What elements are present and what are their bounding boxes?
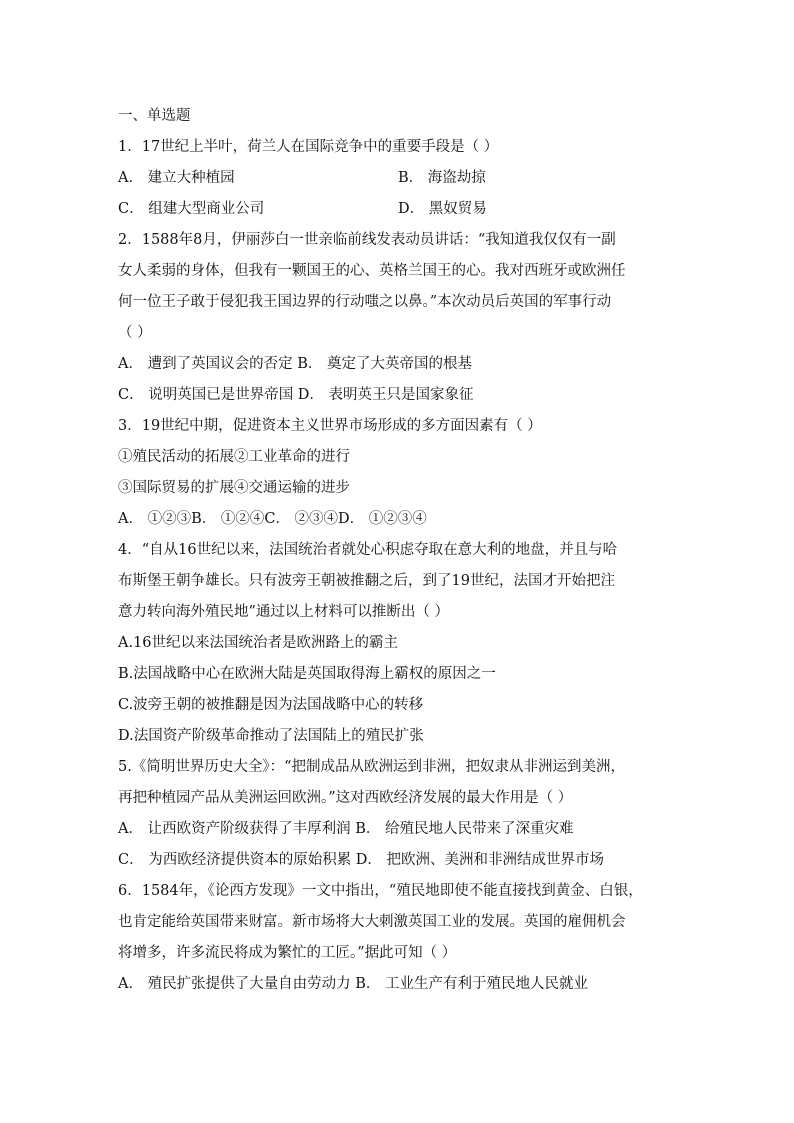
q4-option-d: D.法国资产阶级革命推动了法国陆上的殖民扩张 [118,728,424,744]
q2-options-ab: A． 遭到了英国议会的否定 B． 奠定了大英帝国的根基 [118,356,472,372]
q2-stem-line-3: 何一位王子敢于侵犯我王国边界的行动嗤之以鼻。”本次动员后英国的军事行动 [118,294,612,310]
q3-stem: 3．19世纪中期，促进资本主义世界市场形成的多方面因素有（ ） [118,418,542,434]
q2-stem-line-2: 女人柔弱的身体，但我有一颗国王的心、英格兰国王的心。我对西班牙或欧洲任 [118,263,626,279]
q3-item-line-2: ③国际贸易的扩展④交通运输的进步 [118,480,350,496]
question-list [118,101,678,1000]
q1-option-b: B． 海盗劫掠 [398,170,486,186]
q5-stem-line-1: 5.《简明世界历史大全》：“把制成品从欧洲运到非洲，把奴隶从非洲运到美洲， [118,759,625,775]
q4-stem-line-3: 意力转向海外殖民地”通过以上材料可以推断出（ ） [118,604,450,620]
q6-stem-line-3: 将增多，许多流民将成为繁忙的工匠。”据此可知（ ） [118,945,457,961]
q1-option-a: A． 建立大种植园 [118,170,235,186]
q5-stem-line-2: 再把种植园产品从美洲运回欧洲。”这对西欧经济发展的最大作用是（ ） [118,790,573,806]
q1-option-d: D． 黑奴贸易 [398,201,487,217]
q1-options-row-2 [118,194,678,225]
q4-stem-line-1: 4．“自从16世纪以来，法国统治者就处心积虑夺取在意大利的地盘，并且与哈 [118,542,618,558]
q1-stem: 1．17世纪上半叶，荷兰人在国际竞争中的重要手段是（ ） [118,139,499,155]
q4-option-c: C.波旁王朝的被推翻是因为法国战略中心的转移 [118,697,424,713]
q6-stem-line-2: 也肯定能给英国带来财富。新市场将大大刺激英国工业的发展。英国的雇佣机会 [118,914,626,930]
q2-stem-line-1: 2．1588年8月，伊丽莎白一世亲临前线发表动员讲话：“我知道我仅仅有一副 [118,232,616,248]
section-title: 一、单选题 [118,108,191,124]
q2-options-cd: C． 说明英国已是世界帝国 D． 表明英王只是国家象征 [118,387,474,403]
q5-options-ab: A． 让西欧资产阶级获得了丰厚利润 B． 给殖民地人民带来了深重灾难 [118,821,574,837]
q4-option-b: B.法国战略中心在欧洲大陆是英国取得海上霸权的原因之一 [118,666,496,682]
q5-options-cd: C． 为西欧经济提供资本的原始积累 D． 把欧洲、美洲和非洲结成世界市场 [118,852,605,868]
q3-options: A． ①②③B． ①②④C． ②③④D． ①②③④ [118,511,427,527]
q4-stem-line-2: 布斯堡王朝争雄长。只有波旁王朝被推翻之后，到了19世纪，法国才开始把注 [118,573,615,589]
q1-options-row-1 [118,163,678,194]
q4-option-a: A.16世纪以来法国统治者是欧洲路上的霸主 [118,635,399,651]
q6-stem-line-1: 6．1584年，《论西方发现》一文中指出，“殖民地即使不能直接找到黄金、白银， [118,883,643,899]
q1-option-c: C． 组建大型商业公司 [118,201,265,217]
q2-stem-line-4: （ ） [118,325,152,341]
q6-options-ab: A． 殖民扩张提供了大量自由劳动力 B． 工业生产有利于殖民地人民就业 [118,976,588,992]
q3-item-line-1: ①殖民活动的拓展②工业革命的进行 [118,449,350,465]
